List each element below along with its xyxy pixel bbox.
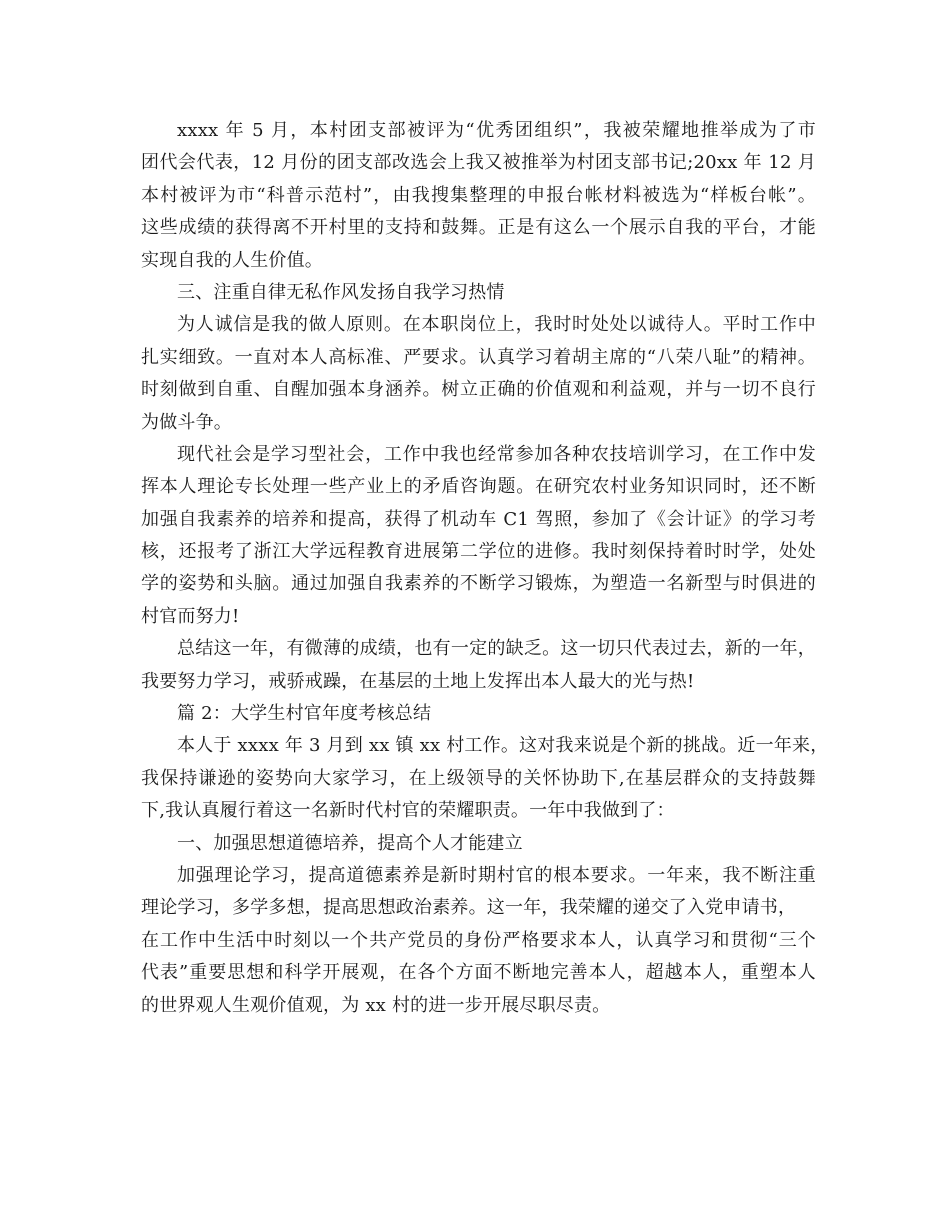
paragraph-line: 团代会代表，12 月份的团支部改选会上我又被推举为村团支部书记;20xx 年 12 月 (141, 152, 816, 174)
paragraph-line: 在工作中生活中时刻以一个共产党员的身份严格要求本人，认真学习和贯彻“三个 (141, 929, 816, 951)
paragraph-line: 我要努力学习，戒骄戒躁，在基层的土地上发挥出本人最大的光与热! (141, 670, 695, 692)
paragraph-line: 理论学习，多学多想，提高思想政治素养。这一年，我荣耀的递交了入党申请书， (141, 897, 797, 919)
document-body (141, 115, 829, 1022)
paragraph-line: 学的姿势和头脑。通过加强自我素养的不断学习锻炼，为塑造一名新型与时俱进的 (141, 573, 816, 595)
paragraph-line: 核，还报考了浙江大学远程教育进展第二学位的进修。我时刻保持着时时学，处处 (141, 541, 816, 563)
section-heading: 一、加强思想道德培养，提高个人才能建立 (177, 832, 523, 854)
paragraph-line: 为人诚信是我的做人原则。在本职岗位上，我时时处处以诚待人。平时工作中 (177, 314, 816, 336)
paragraph-line: 扎实细致。一直对本人高标准、严要求。认真学习着胡主席的“八荣八耻”的精神。 (141, 346, 816, 368)
paragraph-line: 我保持谦逊的姿势向大家学习，在上级领导的关怀协助下,在基层群众的支持鼓舞 (141, 767, 816, 789)
paragraph-line: 本人于 xxxx 年 3 月到 xx 镇 xx 村工作。这对我来说是个新的挑战。近一年来， (177, 735, 829, 757)
paragraph-line: 实现自我的人生价值。 (141, 249, 323, 271)
paragraph-line: 村官而努力! (141, 605, 240, 627)
paragraph-line: 这些成绩的获得离不开村里的支持和鼓舞。正是有这么一个展示自我的平台，才能 (141, 217, 816, 239)
paragraph-line: 加强理论学习，提高道德素养是新时期村官的根本要求。一年来，我不断注重 (177, 864, 816, 886)
paragraph-line: 的世界观人生观价值观，为 xx 村的进一步开展尽职尽责。 (141, 994, 611, 1016)
paragraph-line: 现代社会是学习型社会，工作中我也经常参加各种农技培训学习，在工作中发 (177, 443, 816, 465)
paragraph-line: 总结这一年，有微薄的成绩，也有一定的缺乏。这一切只代表过去，新的一年， (177, 638, 816, 660)
section-heading: 三、注重自律无私作风发扬自我学习热情 (177, 281, 505, 303)
paragraph-line: 加强自我素养的培养和提高，获得了机动车 C1 驾照，参加了《会计证》的学习考 (141, 508, 816, 530)
paragraph-line: 本村被评为市“科普示范村”，由我搜集整理的申报台帐材料被选为“样板台帐”。 (141, 184, 816, 206)
paragraph-line: 代表”重要思想和科学开展观，在各个方面不断地完善本人，超越本人，重塑本人 (141, 962, 816, 984)
paragraph-line: 下,我认真履行着这一名新时代村官的荣耀职责。一年中我做到了： (141, 800, 675, 822)
paragraph-line: 时刻做到自重、自醒加强本身涵养。树立正确的价值观和利益观，并与一切不良行 (141, 379, 816, 401)
paragraph-line: 挥本人理论专长处理一些产业上的矛盾咨询题。在研究农村业务知识同时，还不断 (141, 476, 816, 498)
paragraph-line: xxxx 年 5 月，本村团支部被评为“优秀团组织”，我被荣耀地推举成为了市 (177, 120, 816, 141)
section-heading: 篇 2：大学生村官年度考核总结 (177, 703, 432, 725)
paragraph-line: 为做斗争。 (141, 411, 232, 433)
